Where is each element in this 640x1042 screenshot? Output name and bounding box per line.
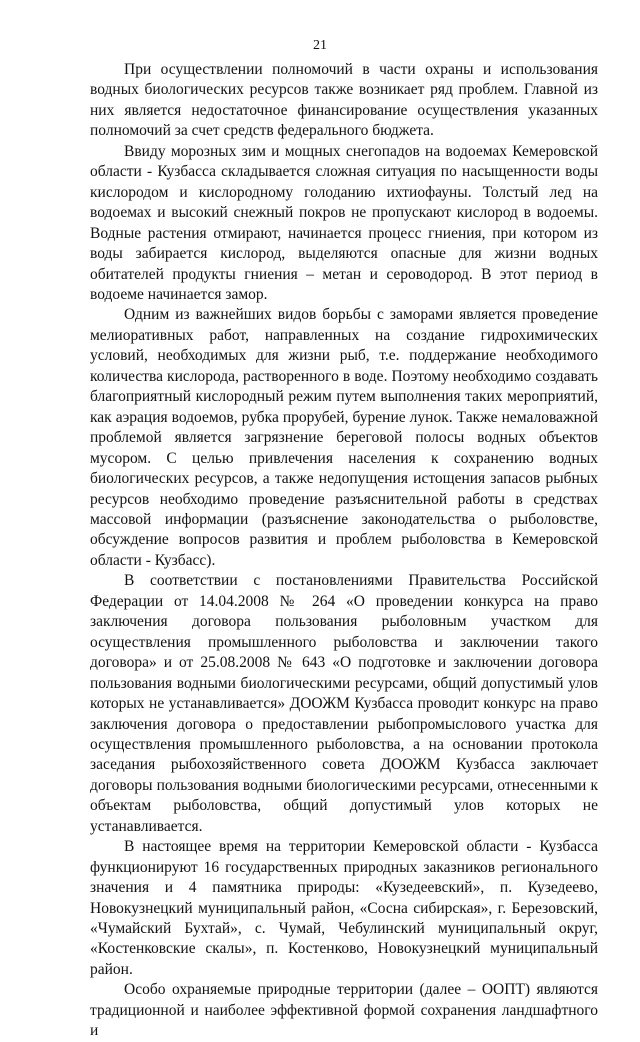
paragraph: Особо охраняемые природные территории (далее – ООПТ) являются традиционной и наиболее эффективной формой сохранения ландшафтного и (90, 981, 598, 1040)
paragraph: Одним из важнейших видов борьбы с заморами является проведение мелиоративных работ, направленных на создание гидрохимических условий, необходимых для жизни рыб, т.е. поддержание необходимого количества кислорода, растворенного в воде. Поэтому необходимо создавать благоприятный кислородный режим путем выполнения таких мероприятий, как аэрация водоемов, рубка прорубей, бурение лунок. Также немаловажной проблемой является загрязнение береговой полосы водных объектов мусором. С целью привлечения населения к сохранению водных биологических ресурсов, а также недопущения истощения запасов рыбных ресурсов необходимо проведение разъяснительной работы в средствах массовой информации (разъяснение законодательства о рыболовстве, обсуждение вопросов развития и проблем рыболовства в Кемеровской области - Кузбасс). (90, 306, 598, 569)
page-number: 21 (313, 38, 327, 53)
paragraph: При осуществлении полномочий в части охраны и использования водных биологических ресурсов также возникает ряд проблем. Главной из них является недостаточное финансирование осуществления указанных полномочий за счет средств федерального бюджета. (90, 61, 598, 140)
paragraph: В настоящее время на территории Кемеровской области - Кузбасса функционируют 16 государственных природных заказников регионального значения и 4 памятника природы: «Кузедеевский», п. Кузедеево, Новокузнецкий муниципальный район, «Сосна сибирская», г. Березовский, «Чумайский Бухтай», с. Чумай, Чебулинский муниципальный округ, «Костенковские скалы», п. Костенково, Новокузнецкий муниципальный район. (90, 838, 598, 978)
paragraph: Ввиду морозных зим и мощных снегопадов на водоемах Кемеровской области - Кузбасса складывается сложная ситуация по насыщенности воды кислородом и кислородному голоданию ихтиофауны. Толстый лед на водоемах и высокий снежный покров не пропускают кислород в водоемы. Водные растения отмирают, начинается процесс гниения, при котором из воды забирается кислород, выделяются опасные для жизни водных обитателей продукты гниения – метан и сероводород. В этот период в водоеме начинается замор. (90, 142, 598, 303)
body-text (90, 60, 598, 1042)
paragraph: В соответствии с постановлениями Правительства Российской Федерации от 14.04.2008 № 264 «О проведении конкурса на право заключения договора пользования рыболовным участком для осуществления промышленного рыболовства и заключении такого договора» и от 25.08.2008 № 643 «О подготовке и заключении договора пользования водными биологическими ресурсами, общий допустимый улов которых не устанавливается» ДООЖМ Кузбасса проводит конкурс на право заключения договора о предоставлении рыбопромыслового участка для осуществления промышленного рыболовства, а на основании протокола заседания рыбохозяйственного совета ДООЖМ Кузбасса заключает договоры пользования водными биологическими ресурсами, отнесенными к объектам рыболовства, общий допустимый улов которых не устанавливается. (90, 572, 598, 835)
